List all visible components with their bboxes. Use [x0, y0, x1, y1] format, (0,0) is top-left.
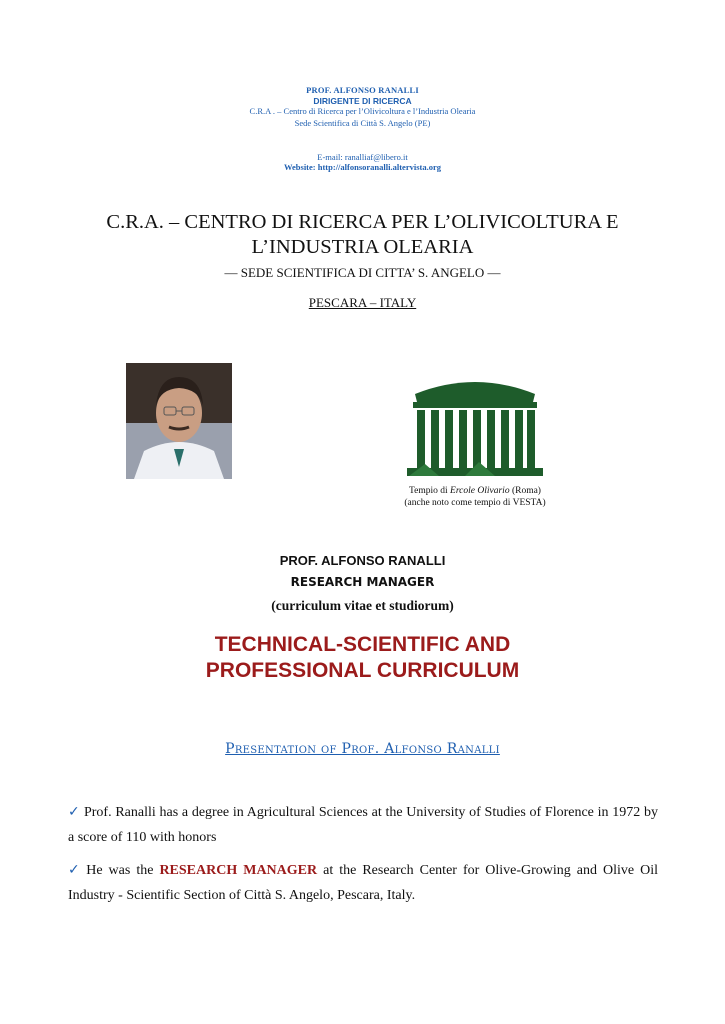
title-subtitle: — SEDE SCIENTIFICA DI CITTA’ S. ANGELO —: [224, 265, 501, 280]
profile-name: PROF. ALFONSO RANALLI: [279, 553, 446, 568]
header-institution: C.R.A . – Centro di Ricerca per l’Olivicoltura e l’Industria Olearia: [249, 106, 476, 116]
header-name: PROF. ALFONSO RANALLI: [306, 85, 419, 95]
header-role: DIRIGENTE DI RICERCA: [313, 96, 412, 106]
check-icon: ✓: [68, 804, 80, 820]
document-title: [0, 210, 725, 260]
presentation-heading: Presentation of Prof. Alfonso Ranalli: [225, 741, 500, 757]
caption-prefix: Tempio di: [409, 486, 451, 496]
header-website-link[interactable]: Website: http://alfonsoranalli.altervista.org: [283, 162, 441, 172]
portrait-photo: [126, 363, 232, 479]
caption-italic: Ercole Olivario: [450, 486, 510, 496]
header-site: Sede Scientifica di Città S. Angelo (PE): [294, 118, 431, 128]
title-line-1: C.R.A. – CENTRO DI RICERCA PER L’OLIVICOLTURA E: [106, 211, 619, 233]
bullet-degree: [68, 800, 658, 850]
caption-suffix: (Roma): [509, 486, 541, 496]
curriculum-title-line-2: PROFESSIONAL CURRICULUM: [205, 659, 520, 682]
curriculum-title-line-1: TECHNICAL-SCIENTIFIC AND: [214, 633, 511, 656]
bullet-degree-text: Prof. Ranalli has a degree in Agricultural Sciences at the University of Studies of Florence in 1972 by a score of 110 with honors: [68, 805, 658, 845]
title-line-2: L’INDUSTRIA OLEARIA: [251, 236, 474, 258]
header-email[interactable]: E-mail: ranalliaf@libero.it: [317, 152, 408, 162]
bullet-role-post: at the Research Center for Olive-Growing and Olive Oil Industry - Scientific Section of Città S. Angelo, Pescara, Italy.: [68, 863, 659, 903]
temple-caption: [360, 485, 590, 509]
profile-role: RESEARCH MANAGER: [290, 575, 435, 589]
check-icon: ✓: [68, 862, 83, 878]
profile-cv-note: (curriculum vitae et studiorum): [271, 598, 454, 613]
bullet-role: [68, 858, 658, 908]
bullet-role-highlight: RESEARCH MANAGER: [159, 863, 318, 878]
curriculum-title: [0, 632, 725, 684]
temple-caption-line-1: [360, 485, 590, 497]
temple-caption-line-2: (anche noto come tempio di VESTA): [404, 498, 546, 508]
temple-illustration: [405, 372, 545, 479]
bullet-role-pre: He was the: [86, 863, 160, 878]
title-location: PESCARA – ITALY: [308, 295, 417, 310]
